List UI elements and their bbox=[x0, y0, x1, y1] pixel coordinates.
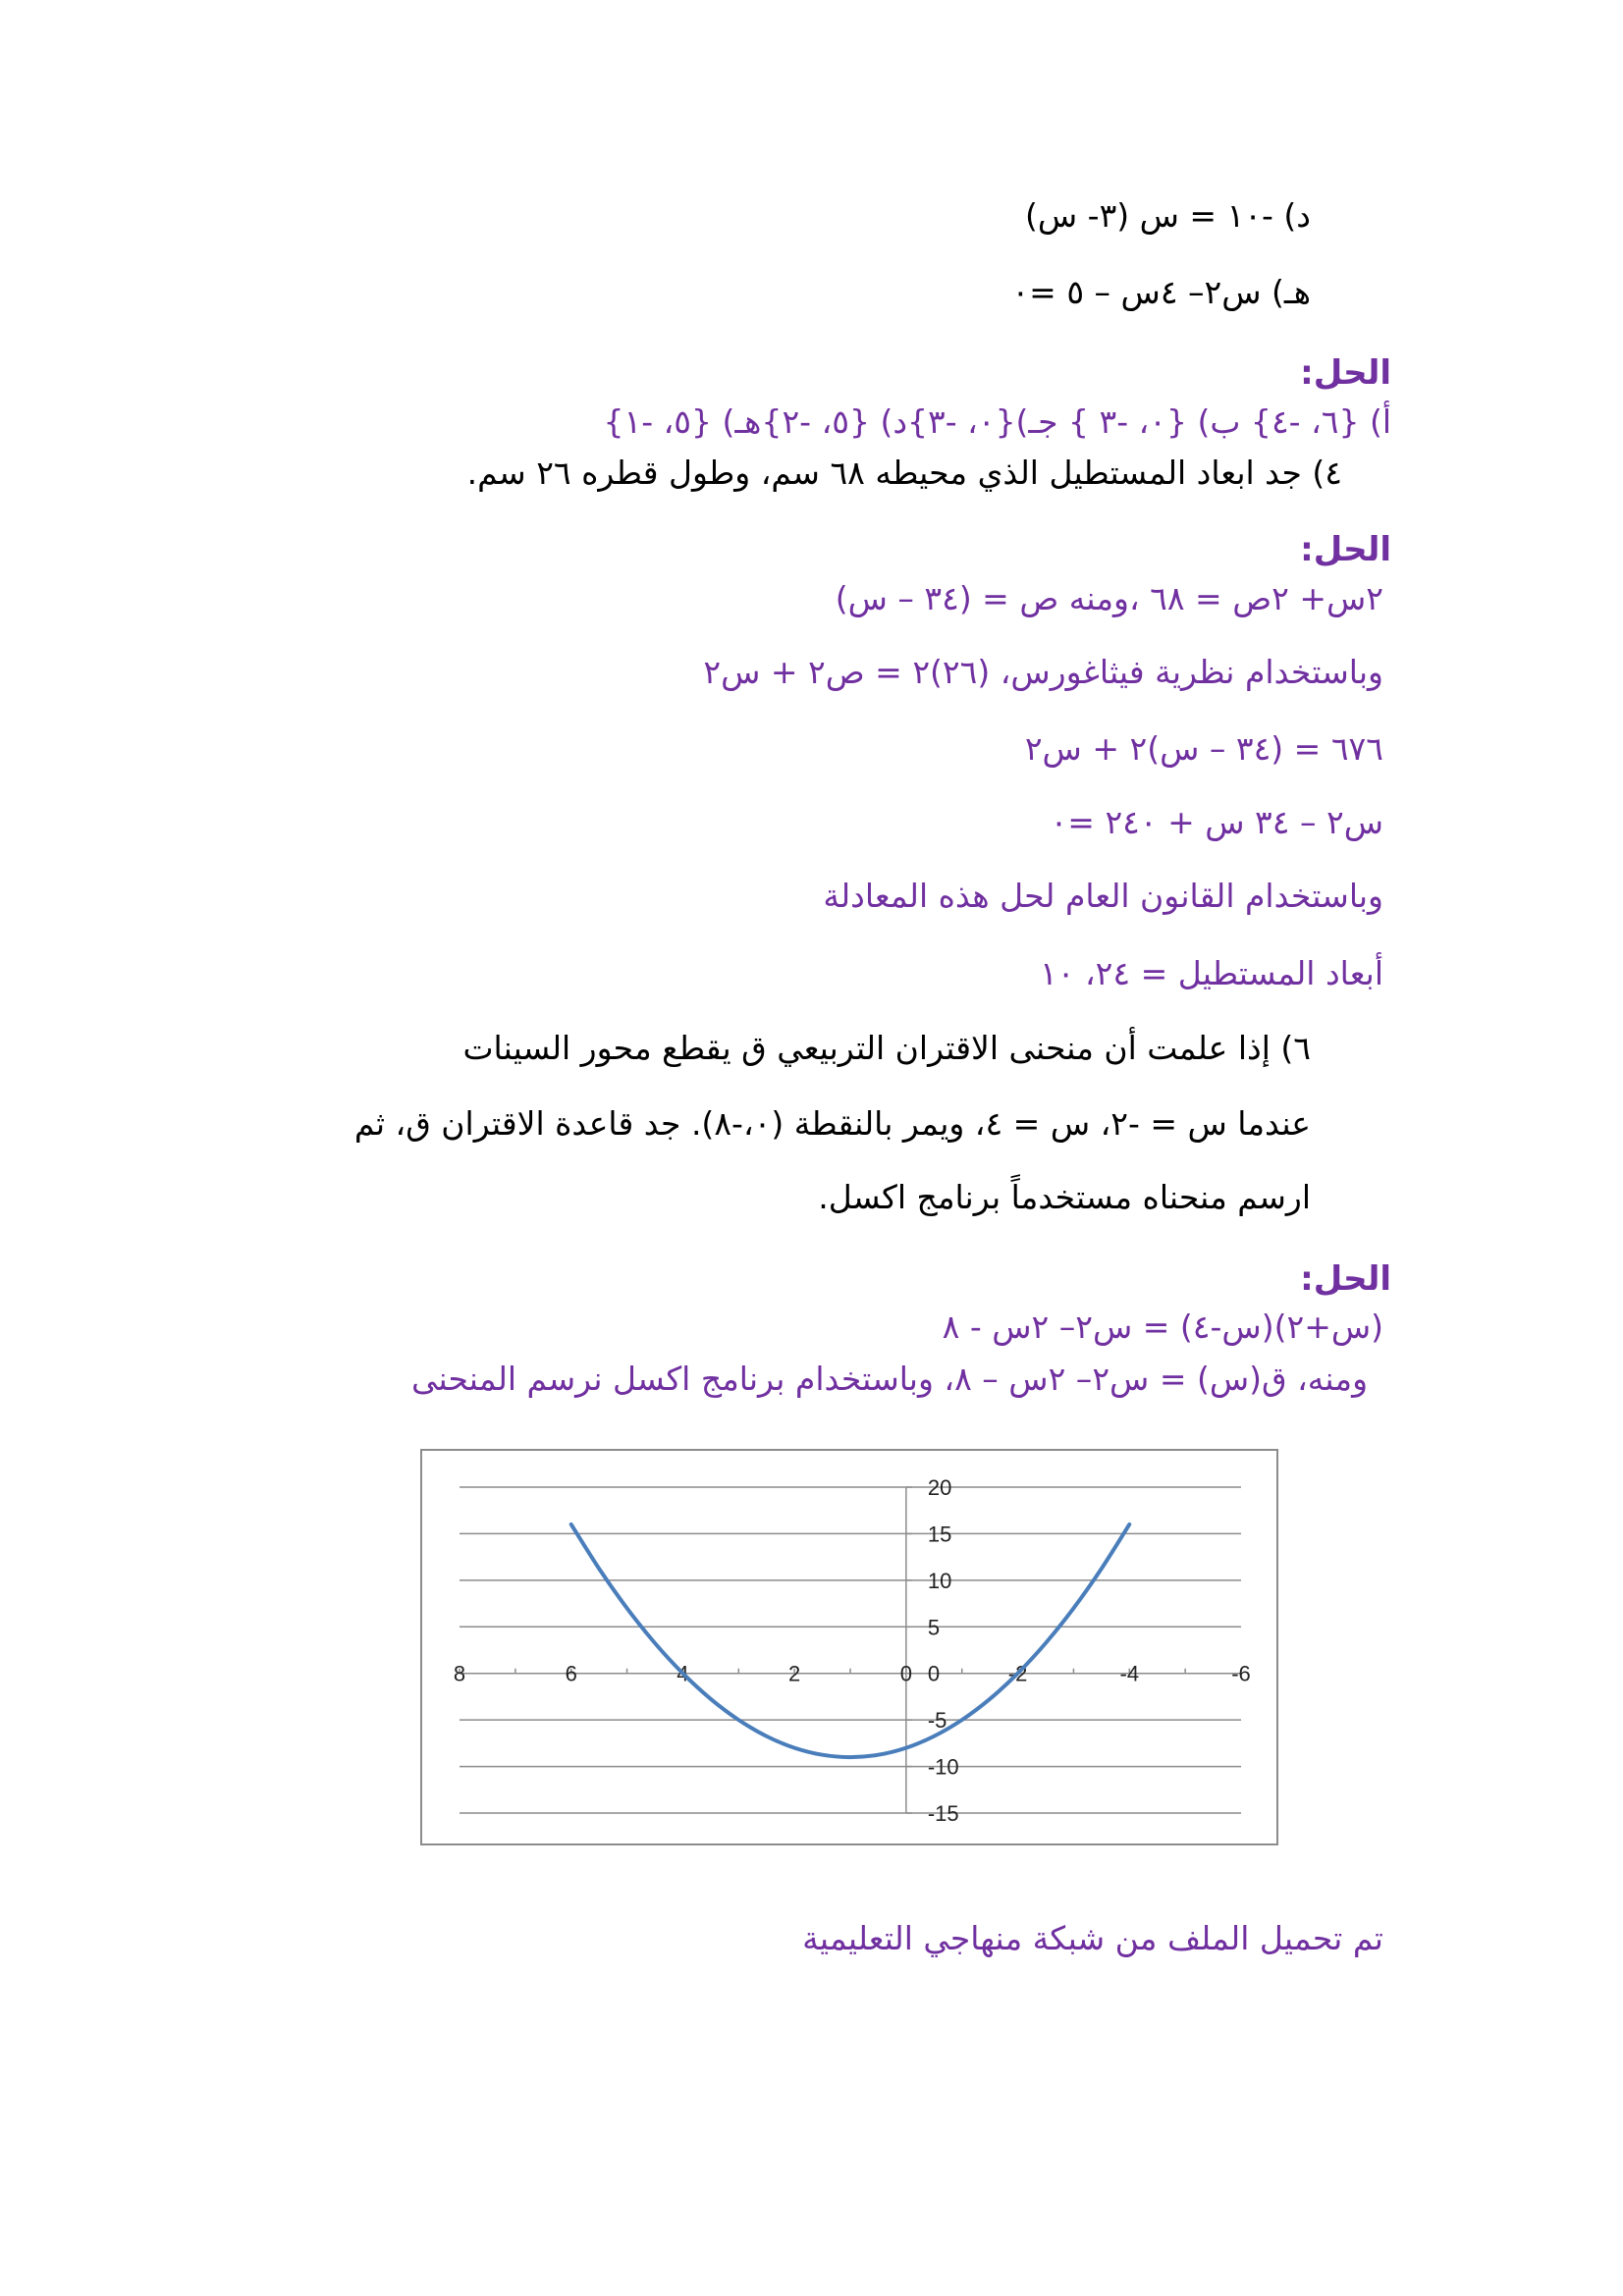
y-tick-label: 15 bbox=[927, 1522, 952, 1547]
quadratic-chart bbox=[422, 1451, 1276, 1843]
footer-note: تم تحميل الملف من شبكة منهاجي التعليمية bbox=[802, 1919, 1383, 1957]
y-tick-label: 5 bbox=[927, 1615, 941, 1640]
solution-3-line-2: ومنه، ق(س) = س٢– ٢س – ٨، وباستخدام برنامج اكسل نرسم المنحنى bbox=[411, 1360, 1368, 1398]
y-tick-label: -5 bbox=[927, 1708, 947, 1734]
question-d: د) -١٠ = س (٣- س) bbox=[1025, 196, 1311, 235]
y-tick-label: 20 bbox=[927, 1475, 952, 1500]
solution-3-line-1: (س+٢)(س-٤) = س٢– ٢س - ٨ bbox=[942, 1308, 1383, 1346]
question-4: ٤) جد ابعاد المستطيل الذي محيطه ٦٨ سم، وطول قطره ٢٦ سم. bbox=[466, 454, 1342, 492]
chart-frame bbox=[420, 1449, 1278, 1845]
y-tick-label: -15 bbox=[927, 1801, 959, 1826]
solution-heading-2: الحل: bbox=[1300, 530, 1391, 569]
solution-line-3: ٦٧٦ = (٣٤ – س)٢ + س٢ bbox=[1024, 729, 1383, 768]
x-tick-label: 4 bbox=[676, 1661, 689, 1686]
question-e: هـ) س٢– ٤س – ٥ =٠ bbox=[1011, 273, 1311, 311]
solution-heading-1: الحل: bbox=[1300, 353, 1391, 393]
x-tick-label: 0 bbox=[899, 1661, 912, 1686]
y-tick-label: -10 bbox=[927, 1754, 959, 1780]
solution-heading-3: الحل: bbox=[1300, 1259, 1391, 1299]
x-tick-label: 8 bbox=[453, 1661, 466, 1686]
series-line bbox=[571, 1524, 1130, 1757]
x-tick-label: -4 bbox=[1119, 1661, 1140, 1686]
question-6-line-1: ٦) إذا علمت أن منحنى الاقتران التربيعي ق يقطع محور السينات bbox=[462, 1029, 1311, 1067]
solution-line-5: وباستخدام القانون العام لحل هذه المعادلة bbox=[823, 877, 1383, 915]
x-tick-label: -2 bbox=[1007, 1661, 1028, 1686]
solution-line-6: أبعاد المستطيل = ٢٤، ١٠ bbox=[1040, 954, 1383, 992]
x-tick-label: -6 bbox=[1231, 1661, 1251, 1686]
solution-line-2: وباستخدام نظرية فيثاغورس، (٢٦)٢ = ص٢ + س٢ bbox=[703, 653, 1383, 691]
x-tick-label: 2 bbox=[788, 1661, 801, 1686]
y-tick-label: 10 bbox=[927, 1568, 952, 1593]
question-6-line-2: عندما س = -٢، س = ٤، ويمر بالنقطة (٠،-٨). جد قاعدة الاقتران ق، ثم bbox=[353, 1104, 1311, 1143]
y-tick-label: 0 bbox=[927, 1661, 941, 1686]
question-6-line-3: ارسم منحناه مستخدماً برنامج اكسل. bbox=[818, 1178, 1311, 1216]
solution-line-1: ٢س+ ٢ص = ٦٨ ،ومنه ص = (٣٤ – س) bbox=[835, 579, 1383, 617]
x-tick-label: 6 bbox=[565, 1661, 577, 1686]
solution-line-4: س٢ – ٣٤ س + ٢٤٠ =٠ bbox=[1050, 803, 1383, 841]
solution-answers: أ) {٦، -٤} ب) {٠، -٣ } جـ){٠، -٣}د) {٥، -٢}هـ) {٥، -١} bbox=[603, 402, 1391, 441]
